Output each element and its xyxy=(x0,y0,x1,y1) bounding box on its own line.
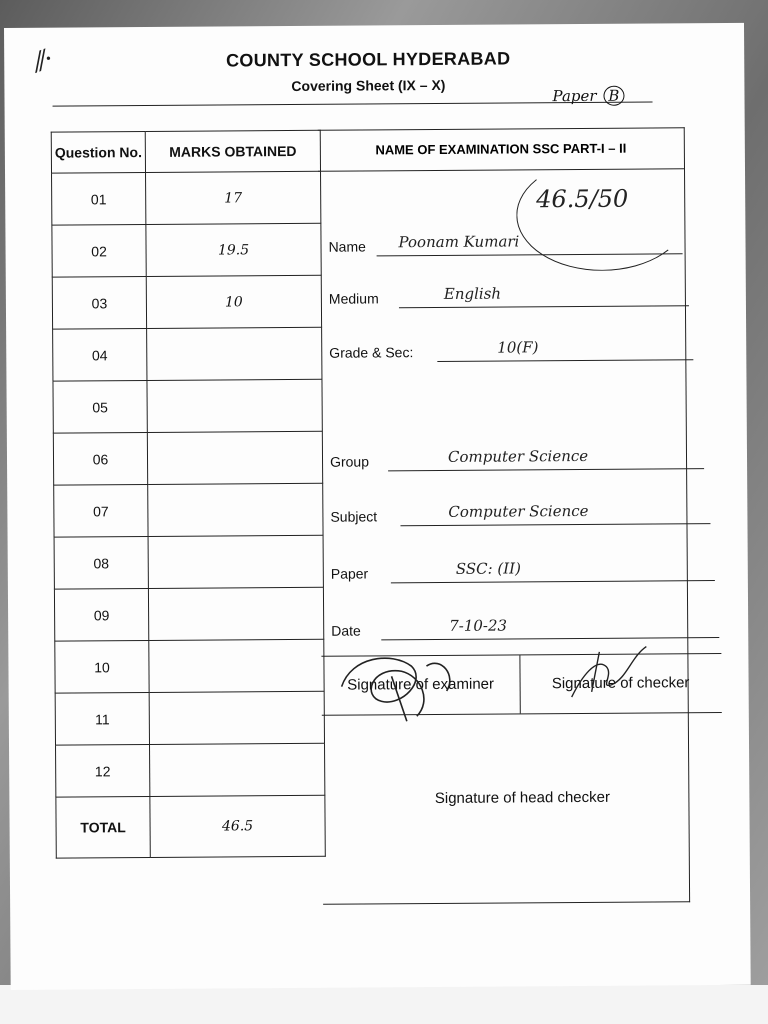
paper-label: Paper xyxy=(330,565,369,582)
question-no: 08 xyxy=(54,537,148,590)
grade-label: Grade & Sec: xyxy=(329,344,414,361)
covering-sheet xyxy=(4,23,751,990)
name-label: Name xyxy=(328,238,366,255)
marks-cell: 10 xyxy=(146,275,321,328)
total-score: 46.5/50 xyxy=(536,184,629,214)
background-table xyxy=(0,985,768,1024)
medium-label: Medium xyxy=(328,290,379,307)
checker-signature-label: Signature of checker xyxy=(551,674,690,693)
examiner-signature-label: Signature of examiner xyxy=(347,675,495,694)
date-field xyxy=(331,623,361,639)
paper-letter: B xyxy=(603,86,624,106)
header-marks-obtained: MARKS OBTAINED xyxy=(145,130,320,172)
question-no: 01 xyxy=(52,173,146,226)
marks-cell xyxy=(149,691,324,744)
grade-value: 10(F) xyxy=(497,338,539,357)
group-value: Computer Science xyxy=(447,446,589,466)
question-no: 07 xyxy=(54,485,148,538)
question-no: 11 xyxy=(55,693,149,746)
marks-cell: 17 xyxy=(146,171,321,224)
name-value: Poonam Kumari xyxy=(398,232,520,252)
marks-cell xyxy=(148,587,323,640)
question-no: 03 xyxy=(52,277,146,330)
total-label: TOTAL xyxy=(56,797,150,859)
marks-cell xyxy=(149,639,324,692)
marks-cell xyxy=(150,743,325,796)
medium-value: English xyxy=(443,284,502,303)
question-no: 05 xyxy=(53,381,147,434)
date-value: 7-10-23 xyxy=(449,616,508,635)
question-no: 06 xyxy=(53,433,147,486)
paper-tag-label: Paper xyxy=(552,86,597,106)
subject-value: Computer Science xyxy=(448,501,589,521)
question-no: 04 xyxy=(53,329,147,382)
marks-cell xyxy=(147,431,322,484)
marks-cell xyxy=(147,327,322,380)
question-no: 10 xyxy=(55,641,149,694)
paper-line xyxy=(391,580,715,583)
question-no: 12 xyxy=(56,745,150,798)
medium-field xyxy=(329,290,379,306)
marks-cell xyxy=(147,379,322,432)
paper-field xyxy=(331,565,368,581)
marks-cell: 19.5 xyxy=(146,223,321,276)
header-exam-name: NAME OF EXAMINATION SSC PART-I – II xyxy=(318,128,684,172)
subject-field xyxy=(330,508,377,524)
header-question-no: Question No. xyxy=(51,132,145,174)
question-no: 09 xyxy=(54,589,148,642)
question-no: 02 xyxy=(52,225,146,278)
signature-row xyxy=(321,653,721,716)
date-label: Date xyxy=(331,622,361,639)
name-field xyxy=(328,238,365,254)
total-marks: 46.5 xyxy=(150,795,325,857)
date-line xyxy=(381,637,719,640)
grade-line xyxy=(437,359,693,362)
head-checker-signature-label: Signature of head checker xyxy=(434,788,611,808)
group-label: Group xyxy=(329,453,370,470)
marks-cell xyxy=(148,535,323,588)
group-line xyxy=(388,468,704,471)
grade-field xyxy=(329,344,413,361)
subject-line xyxy=(400,523,710,526)
paper-value: SSC: (II) xyxy=(455,559,522,578)
marks-table xyxy=(51,130,326,859)
marks-cell xyxy=(148,483,323,536)
pen-tick-mark: ⁄⁄· xyxy=(31,43,58,78)
paper-tag xyxy=(552,86,624,107)
subject-label: Subject xyxy=(330,508,378,525)
exam-details-panel xyxy=(318,127,690,905)
group-field xyxy=(330,453,369,469)
sheet-title: Covering Sheet (IX – X) xyxy=(291,76,446,94)
medium-line xyxy=(399,305,689,308)
school-name: COUNTY SCHOOL HYDERABAD xyxy=(226,48,511,71)
